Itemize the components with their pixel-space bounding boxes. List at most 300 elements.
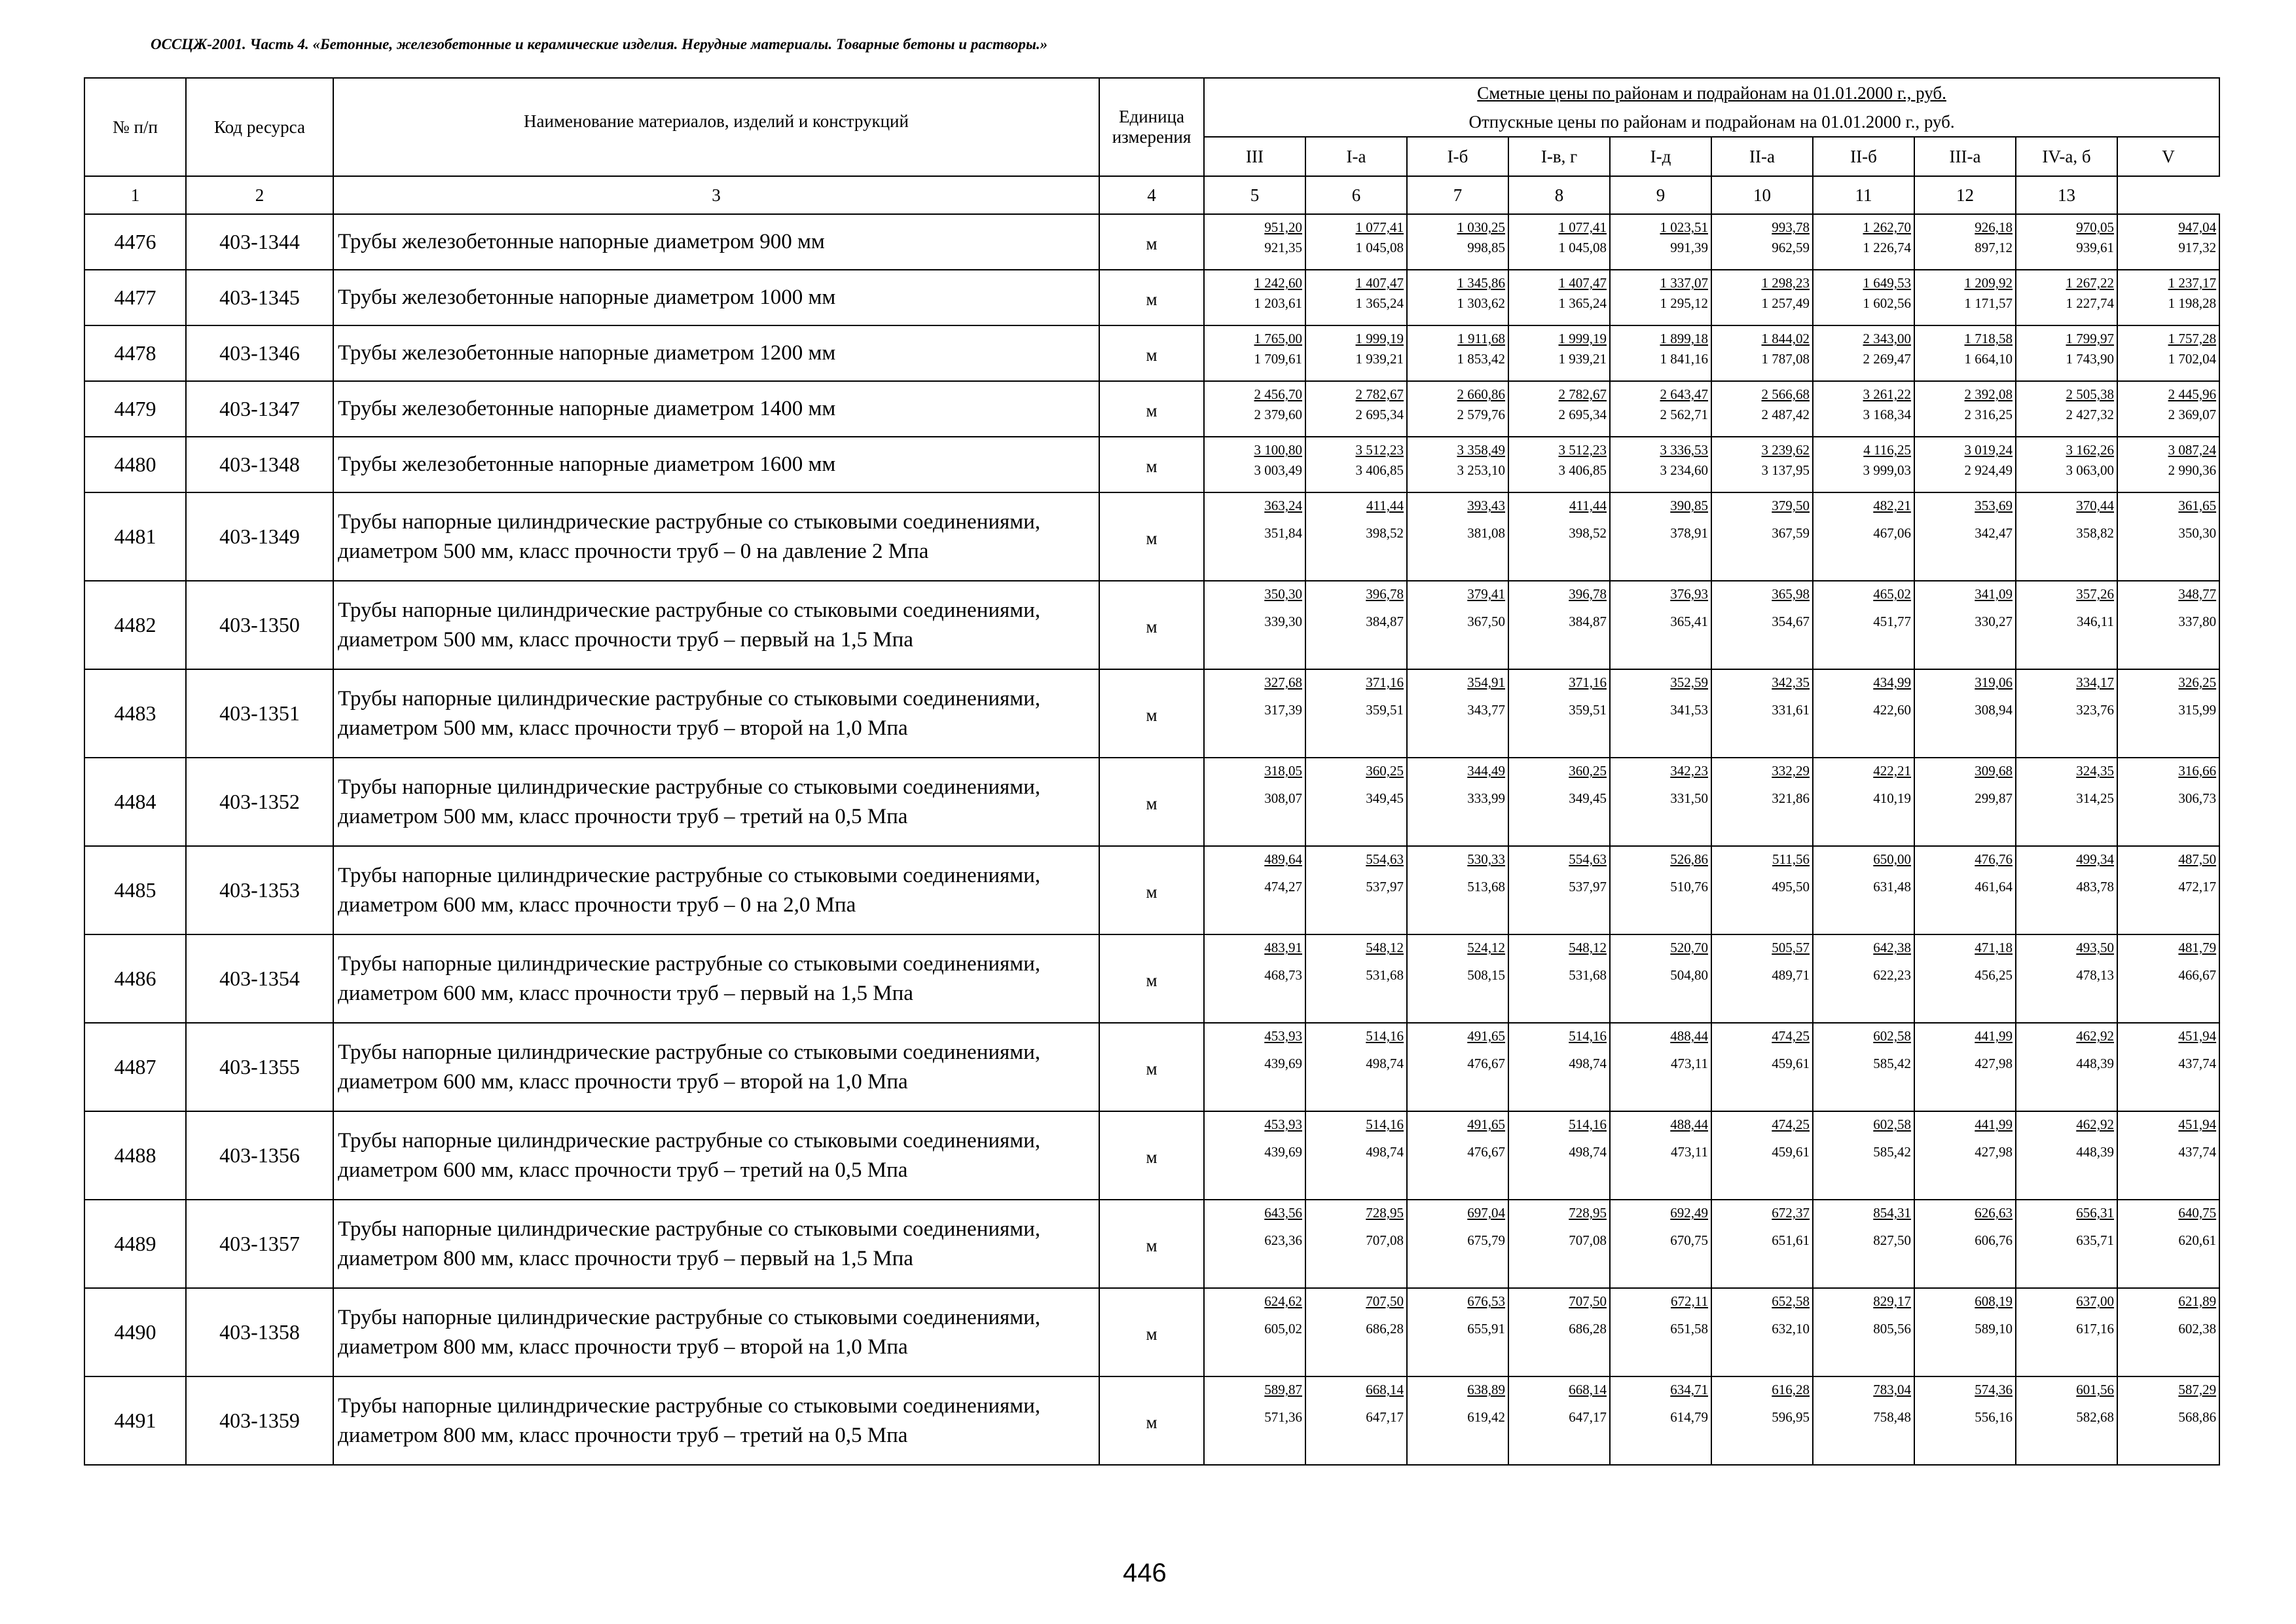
release-price: 3 137,95 xyxy=(1761,462,1810,478)
estimated-price: 2 392,08 xyxy=(1964,386,2013,402)
price-cell xyxy=(1813,1288,1914,1376)
price-cell xyxy=(1610,270,1711,325)
release-price: 568,86 xyxy=(2178,1409,2217,1425)
release-price: 1 295,12 xyxy=(1660,295,1708,311)
release-price: 3 168,34 xyxy=(1863,407,1911,422)
estimated-price: 434,99 xyxy=(1873,674,1911,690)
page-number: 446 xyxy=(1123,1559,1167,1587)
estimated-price: 3 336,53 xyxy=(1660,442,1708,458)
resource-code: 403-1359 xyxy=(186,1376,333,1465)
release-price: 2 562,71 xyxy=(1660,407,1708,422)
price-cell xyxy=(1914,325,2016,381)
price-cell xyxy=(1610,381,1711,437)
estimated-price: 2 505,38 xyxy=(2066,386,2114,402)
release-price: 473,11 xyxy=(1671,1056,1708,1071)
resource-code: 403-1352 xyxy=(186,758,333,846)
region-header: I-а xyxy=(1305,137,1407,176)
release-price: 504,80 xyxy=(1670,967,1708,983)
material-name: Трубы напорные цилиндрические раструбные со стыковыми соединениями, диаметром 500 мм, класс прочности труб – третий на 0,5 Мпа xyxy=(333,758,1099,846)
price-cell xyxy=(1914,1200,2016,1288)
estimated-price: 637,00 xyxy=(2076,1293,2114,1309)
table-row xyxy=(84,437,2219,492)
column-number: 3 xyxy=(333,176,1099,214)
release-price: 473,11 xyxy=(1671,1144,1708,1160)
price-cell xyxy=(1407,581,1508,669)
price-cell xyxy=(1914,1288,2016,1376)
release-price: 707,08 xyxy=(1366,1232,1404,1248)
price-cell xyxy=(2016,1376,2117,1465)
region-header: I-б xyxy=(1407,137,1508,176)
release-price: 1 257,49 xyxy=(1761,295,1810,311)
price-cell xyxy=(2117,1288,2219,1376)
unit-cell: м xyxy=(1099,1200,1204,1288)
release-price: 314,25 xyxy=(2076,790,2114,806)
estimated-price: 1 899,18 xyxy=(1660,331,1708,346)
release-price: 2 369,07 xyxy=(2168,407,2217,422)
estimated-price: 393,43 xyxy=(1467,498,1505,513)
release-price: 358,82 xyxy=(2076,525,2114,541)
price-cell xyxy=(2016,934,2117,1023)
estimated-price: 451,94 xyxy=(2178,1116,2217,1132)
release-price: 510,76 xyxy=(1670,879,1708,895)
estimated-price: 1 237,17 xyxy=(2168,275,2217,291)
estimated-price: 554,63 xyxy=(1366,851,1404,867)
table-row xyxy=(84,669,2219,758)
price-cell xyxy=(1711,1200,1813,1288)
release-price: 2 579,76 xyxy=(1457,407,1505,422)
region-header: V xyxy=(2117,137,2219,176)
price-cell xyxy=(1711,325,1813,381)
estimated-price: 640,75 xyxy=(2178,1205,2217,1221)
estimated-price: 396,78 xyxy=(1366,586,1404,602)
region-header: III xyxy=(1204,137,1305,176)
price-cell xyxy=(2016,381,2117,437)
estimated-price: 350,30 xyxy=(1264,586,1302,602)
material-name: Трубы напорные цилиндрические раструбные со стыковыми соединениями, диаметром 600 мм, класс прочности труб – 0 на 2,0 Мпа xyxy=(333,846,1099,934)
estimated-price: 363,24 xyxy=(1264,498,1302,513)
price-cell xyxy=(1508,1288,1610,1376)
estimated-price: 334,17 xyxy=(2076,674,2114,690)
estimated-price: 441,99 xyxy=(1975,1116,2013,1132)
release-price: 459,61 xyxy=(1772,1144,1810,1160)
estimated-price: 668,14 xyxy=(1569,1382,1607,1397)
estimated-price: 650,00 xyxy=(1873,851,1911,867)
release-price: 468,73 xyxy=(1264,967,1302,983)
price-cell xyxy=(1305,581,1407,669)
estimated-price: 3 162,26 xyxy=(2066,442,2114,458)
release-price: 367,50 xyxy=(1467,614,1505,629)
release-price: 1 853,42 xyxy=(1457,351,1505,367)
price-cell xyxy=(1813,492,1914,581)
release-price: 3 063,00 xyxy=(2066,462,2114,478)
price-cell xyxy=(1914,214,2016,270)
release-price: 474,27 xyxy=(1264,879,1302,895)
estimated-price: 1 911,68 xyxy=(1457,331,1505,346)
price-cell xyxy=(1407,1288,1508,1376)
table-body xyxy=(84,214,2219,1465)
price-cell xyxy=(1508,492,1610,581)
price-cell xyxy=(1711,1288,1813,1376)
estimated-price: 1 844,02 xyxy=(1761,331,1810,346)
estimated-price: 489,64 xyxy=(1264,851,1302,867)
row-number: 4487 xyxy=(84,1023,186,1111)
estimated-price: 672,11 xyxy=(1671,1293,1708,1309)
estimated-price: 481,79 xyxy=(2178,940,2217,955)
unit-cell: м xyxy=(1099,492,1204,581)
price-cell xyxy=(1610,1376,1711,1465)
release-price: 459,61 xyxy=(1772,1056,1810,1071)
release-price: 354,67 xyxy=(1772,614,1810,629)
release-price: 1 045,08 xyxy=(1558,240,1607,255)
release-price: 2 427,32 xyxy=(2066,407,2114,422)
price-cell xyxy=(1508,270,1610,325)
release-price: 1 841,16 xyxy=(1660,351,1708,367)
estimated-price: 1 267,22 xyxy=(2066,275,2114,291)
estimated-price: 318,05 xyxy=(1264,763,1302,779)
estimated-price: 379,41 xyxy=(1467,586,1505,602)
estimated-price: 672,37 xyxy=(1772,1205,1810,1221)
release-price: 596,95 xyxy=(1772,1409,1810,1425)
estimated-price: 1 999,19 xyxy=(1558,331,1607,346)
release-price: 1 787,08 xyxy=(1761,351,1810,367)
price-cell xyxy=(1407,758,1508,846)
row-number: 4489 xyxy=(84,1200,186,1288)
estimated-price: 1 407,47 xyxy=(1558,275,1607,291)
estimated-price: 342,35 xyxy=(1772,674,1810,690)
estimated-price: 707,50 xyxy=(1366,1293,1404,1309)
estimated-price: 505,57 xyxy=(1772,940,1810,955)
estimated-price: 616,28 xyxy=(1772,1382,1810,1397)
unit-cell: м xyxy=(1099,325,1204,381)
unit-cell: м xyxy=(1099,1023,1204,1111)
price-cell xyxy=(1305,1288,1407,1376)
price-cell xyxy=(1407,1111,1508,1200)
price-cell xyxy=(1407,381,1508,437)
row-number: 4490 xyxy=(84,1288,186,1376)
price-cell xyxy=(1711,1376,1813,1465)
release-price: 622,23 xyxy=(1873,967,1911,983)
price-cell xyxy=(2117,1111,2219,1200)
price-cell xyxy=(2117,581,2219,669)
price-cell xyxy=(1204,758,1305,846)
estimated-price: 783,04 xyxy=(1873,1382,1911,1397)
release-price: 631,48 xyxy=(1873,879,1911,895)
price-cell xyxy=(2117,846,2219,934)
price-cell xyxy=(1407,934,1508,1023)
unit-cell: м xyxy=(1099,758,1204,846)
estimated-price: 554,63 xyxy=(1569,851,1607,867)
price-cell xyxy=(2117,1200,2219,1288)
estimated-price: 326,25 xyxy=(2178,674,2217,690)
estimated-price: 2 445,96 xyxy=(2168,386,2217,402)
price-cell xyxy=(1813,758,1914,846)
release-price: 343,77 xyxy=(1467,702,1505,718)
release-price: 448,39 xyxy=(2076,1144,2114,1160)
price-cell xyxy=(1914,846,2016,934)
resource-code: 403-1357 xyxy=(186,1200,333,1288)
estimated-price: 488,44 xyxy=(1670,1116,1708,1132)
resource-code: 403-1350 xyxy=(186,581,333,669)
price-cell xyxy=(2016,270,2117,325)
price-cell xyxy=(1204,325,1305,381)
estimated-price: 3 512,23 xyxy=(1558,442,1607,458)
release-price: 962,59 xyxy=(1772,240,1810,255)
estimated-price: 511,56 xyxy=(1772,851,1810,867)
price-cell xyxy=(1305,934,1407,1023)
release-price: 448,39 xyxy=(2076,1056,2114,1071)
material-name: Трубы железобетонные напорные диаметром 1000 мм xyxy=(333,270,1099,325)
release-price: 537,97 xyxy=(1569,879,1607,895)
resource-code: 403-1355 xyxy=(186,1023,333,1111)
material-name: Трубы напорные цилиндрические раструбные со стыковыми соединениями, диаметром 800 мм, класс прочности труб – второй на 1,0 Мпа xyxy=(333,1288,1099,1376)
estimated-price: 2 660,86 xyxy=(1457,386,1505,402)
release-price: 2 695,34 xyxy=(1558,407,1607,422)
price-cell xyxy=(1610,581,1711,669)
price-cell xyxy=(2117,214,2219,270)
price-cell xyxy=(1508,381,1610,437)
price-cell xyxy=(1610,1200,1711,1288)
estimated-price: 951,20 xyxy=(1264,219,1302,235)
release-price: 333,99 xyxy=(1467,790,1505,806)
release-price: 606,76 xyxy=(1975,1232,2013,1248)
estimated-price: 476,76 xyxy=(1975,851,2013,867)
estimated-price: 344,49 xyxy=(1467,763,1505,779)
price-cell xyxy=(1508,1111,1610,1200)
release-price: 349,45 xyxy=(1366,790,1404,806)
release-price: 513,68 xyxy=(1467,879,1505,895)
estimated-price: 947,04 xyxy=(2178,219,2217,235)
price-cell xyxy=(1407,1200,1508,1288)
table-row xyxy=(84,270,2219,325)
estimated-price: 676,53 xyxy=(1467,1293,1505,1309)
price-cell xyxy=(1813,669,1914,758)
unit-cell: м xyxy=(1099,1111,1204,1200)
estimated-price: 1 242,60 xyxy=(1254,275,1302,291)
material-name: Трубы железобетонные напорные диаметром 900 мм xyxy=(333,214,1099,270)
release-price: 1 664,10 xyxy=(1964,351,2013,367)
release-price: 478,13 xyxy=(2076,967,2114,983)
estimated-price: 2 456,70 xyxy=(1254,386,1302,402)
table-row xyxy=(84,381,2219,437)
release-price: 2 487,42 xyxy=(1761,407,1810,422)
release-price: 359,51 xyxy=(1366,702,1404,718)
resource-code: 403-1351 xyxy=(186,669,333,758)
estimated-price: 1 765,00 xyxy=(1254,331,1302,346)
release-price: 508,15 xyxy=(1467,967,1505,983)
estimated-price: 3 019,24 xyxy=(1964,442,2013,458)
release-price: 635,71 xyxy=(2076,1232,2114,1248)
price-cell xyxy=(1305,669,1407,758)
estimated-price: 371,16 xyxy=(1366,674,1404,690)
price-cell xyxy=(1204,1023,1305,1111)
price-cell xyxy=(1711,669,1813,758)
estimated-price: 3 512,23 xyxy=(1355,442,1404,458)
estimated-price: 3 358,49 xyxy=(1457,442,1505,458)
price-cell xyxy=(1711,934,1813,1023)
release-price: 707,08 xyxy=(1569,1232,1607,1248)
release-price: 647,17 xyxy=(1366,1409,1404,1425)
price-cell xyxy=(1711,270,1813,325)
release-price: 349,45 xyxy=(1569,790,1607,806)
release-price: 2 269,47 xyxy=(1863,351,1911,367)
estimated-price: 1 337,07 xyxy=(1660,275,1708,291)
material-name: Трубы напорные цилиндрические раструбные со стыковыми соединениями, диаметром 500 мм, класс прочности труб – второй на 1,0 Мпа xyxy=(333,669,1099,758)
resource-code: 403-1356 xyxy=(186,1111,333,1200)
estimated-price: 608,19 xyxy=(1975,1293,2013,1309)
estimated-price: 624,62 xyxy=(1264,1293,1302,1309)
release-price: 351,84 xyxy=(1264,525,1302,541)
price-cell xyxy=(1305,758,1407,846)
release-price: 410,19 xyxy=(1873,790,1911,806)
estimated-price: 1 077,41 xyxy=(1355,219,1404,235)
price-cell xyxy=(1610,669,1711,758)
price-cell xyxy=(1407,846,1508,934)
release-price: 359,51 xyxy=(1569,702,1607,718)
header-unit: Единица измерения xyxy=(1099,78,1204,176)
price-cell xyxy=(1204,214,1305,270)
release-price: 495,50 xyxy=(1772,879,1810,895)
release-price: 921,35 xyxy=(1264,240,1302,255)
column-number: 12 xyxy=(1914,176,2016,214)
price-cell xyxy=(1407,325,1508,381)
header-release-prices-title: Отпускные цены по районам и подрайонам на 01.01.2000 г., руб. xyxy=(1468,112,1955,132)
price-cell xyxy=(1305,381,1407,437)
release-price: 605,02 xyxy=(1264,1321,1302,1337)
release-price: 498,74 xyxy=(1569,1144,1607,1160)
estimated-price: 514,16 xyxy=(1366,1028,1404,1044)
release-price: 466,67 xyxy=(2178,967,2217,983)
region-header: IV-а, б xyxy=(2016,137,2117,176)
estimated-price: 1 407,47 xyxy=(1355,275,1404,291)
estimated-price: 993,78 xyxy=(1772,219,1810,235)
row-number: 4488 xyxy=(84,1111,186,1200)
release-price: 2 990,36 xyxy=(2168,462,2217,478)
release-price: 498,74 xyxy=(1366,1144,1404,1160)
estimated-price: 1 799,97 xyxy=(2066,331,2114,346)
estimated-price: 1 649,53 xyxy=(1863,275,1911,291)
estimated-price: 371,16 xyxy=(1569,674,1607,690)
release-price: 451,77 xyxy=(1873,614,1911,629)
column-number: 6 xyxy=(1305,176,1407,214)
column-number: 7 xyxy=(1407,176,1508,214)
estimated-price: 1 262,70 xyxy=(1863,219,1911,235)
estimated-price: 483,91 xyxy=(1264,940,1302,955)
price-cell xyxy=(1610,1288,1711,1376)
price-cell xyxy=(1508,437,1610,492)
release-price: 437,74 xyxy=(2178,1144,2217,1160)
header-resource-code: Код ресурса xyxy=(186,78,333,176)
price-cell xyxy=(1711,214,1813,270)
price-cell xyxy=(1813,581,1914,669)
estimated-price: 360,25 xyxy=(1569,763,1607,779)
release-price: 758,48 xyxy=(1873,1409,1911,1425)
release-price: 367,59 xyxy=(1772,525,1810,541)
row-number: 4479 xyxy=(84,381,186,437)
estimated-price: 728,95 xyxy=(1366,1205,1404,1221)
release-price: 3 003,49 xyxy=(1254,462,1302,478)
release-price: 427,98 xyxy=(1975,1056,2013,1071)
release-price: 476,67 xyxy=(1467,1144,1505,1160)
price-cell xyxy=(1204,581,1305,669)
price-cell xyxy=(1813,381,1914,437)
price-cell xyxy=(1204,437,1305,492)
resource-code: 403-1345 xyxy=(186,270,333,325)
price-cell xyxy=(1508,846,1610,934)
release-price: 647,17 xyxy=(1569,1409,1607,1425)
estimated-price: 2 343,00 xyxy=(1863,331,1911,346)
price-cell xyxy=(1914,1111,2016,1200)
estimated-price: 361,65 xyxy=(2178,498,2217,513)
estimated-price: 587,29 xyxy=(2178,1382,2217,1397)
price-cell xyxy=(1610,846,1711,934)
release-price: 585,42 xyxy=(1873,1144,1911,1160)
price-cell xyxy=(1813,270,1914,325)
price-cell xyxy=(2117,934,2219,1023)
column-number: 5 xyxy=(1204,176,1305,214)
resource-code: 403-1349 xyxy=(186,492,333,581)
price-cell xyxy=(1305,492,1407,581)
estimated-price: 548,12 xyxy=(1569,940,1607,955)
row-number: 4491 xyxy=(84,1376,186,1465)
estimated-price: 319,06 xyxy=(1975,674,2013,690)
release-price: 3 253,10 xyxy=(1457,462,1505,478)
price-cell xyxy=(1407,1376,1508,1465)
table-row xyxy=(84,1111,2219,1200)
material-name: Трубы напорные цилиндрические раструбные со стыковыми соединениями, диаметром 800 мм, класс прочности труб – третий на 0,5 Мпа xyxy=(333,1376,1099,1465)
price-cell xyxy=(1813,1111,1914,1200)
release-price: 556,16 xyxy=(1975,1409,2013,1425)
header-name: Наименование материалов, изделий и конструкций xyxy=(333,78,1099,176)
estimated-price: 829,17 xyxy=(1873,1293,1911,1309)
estimated-price: 488,44 xyxy=(1670,1028,1708,1044)
release-price: 3 406,85 xyxy=(1355,462,1404,478)
release-price: 670,75 xyxy=(1670,1232,1708,1248)
estimated-price: 353,69 xyxy=(1975,498,2013,513)
release-price: 1 709,61 xyxy=(1254,351,1302,367)
release-price: 1 303,62 xyxy=(1457,295,1505,311)
resource-code: 403-1346 xyxy=(186,325,333,381)
row-number: 4483 xyxy=(84,669,186,758)
estimated-price: 390,85 xyxy=(1670,498,1708,513)
release-price: 317,39 xyxy=(1264,702,1302,718)
price-cell xyxy=(1813,1023,1914,1111)
release-price: 308,07 xyxy=(1264,790,1302,806)
material-name: Трубы напорные цилиндрические раструбные со стыковыми соединениями, диаметром 600 мм, класс прочности труб – третий на 0,5 Мпа xyxy=(333,1111,1099,1200)
unit-cell: м xyxy=(1099,437,1204,492)
price-cell xyxy=(1305,437,1407,492)
estimated-price: 728,95 xyxy=(1569,1205,1607,1221)
release-price: 381,08 xyxy=(1467,525,1505,541)
estimated-price: 1 999,19 xyxy=(1355,331,1404,346)
estimated-price: 453,93 xyxy=(1264,1116,1302,1132)
price-cell xyxy=(1813,1200,1914,1288)
release-price: 461,64 xyxy=(1975,879,2013,895)
header-region-prices xyxy=(1204,78,2219,137)
release-price: 614,79 xyxy=(1670,1409,1708,1425)
table-row xyxy=(84,1376,2219,1465)
release-price: 651,58 xyxy=(1670,1321,1708,1337)
release-price: 655,91 xyxy=(1467,1321,1505,1337)
estimated-price: 926,18 xyxy=(1975,219,2013,235)
release-price: 1 743,90 xyxy=(2066,351,2114,367)
estimated-price: 656,31 xyxy=(2076,1205,2114,1221)
estimated-price: 602,58 xyxy=(1873,1116,1911,1132)
release-price: 3 999,03 xyxy=(1863,462,1911,478)
document-header: ОССЦЖ-2001. Часть 4. «Бетонные, железобетонные и керамические изделия. Нерудные материалы. Товарные бетоны и растворы.» xyxy=(151,36,1048,52)
release-price: 476,67 xyxy=(1467,1056,1505,1071)
table-row xyxy=(84,1200,2219,1288)
estimated-price: 462,92 xyxy=(2076,1028,2114,1044)
